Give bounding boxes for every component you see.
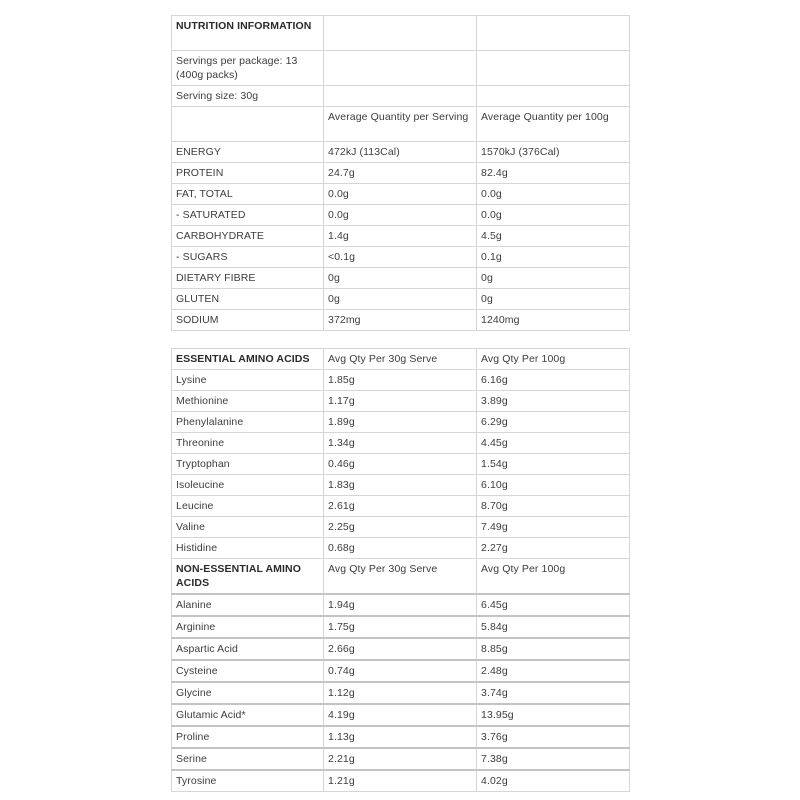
amino-acid-name: Aspartic Acid bbox=[172, 638, 324, 660]
table-row bbox=[172, 538, 630, 559]
column-header-per-100g: Avg Qty Per 100g bbox=[477, 559, 630, 595]
nutrient-name: DIETARY FIBRE bbox=[172, 268, 324, 289]
per-100g-value: 2.27g bbox=[477, 538, 630, 559]
per-serving-value: 2.21g bbox=[324, 748, 477, 770]
per-serving-value: 0g bbox=[324, 289, 477, 310]
per-serving-value: 1.17g bbox=[324, 391, 477, 412]
amino-acid-name: Serine bbox=[172, 748, 324, 770]
amino-acid-name: Valine bbox=[172, 517, 324, 538]
per-serving-value: 1.83g bbox=[324, 475, 477, 496]
column-header-per-serving: Avg Qty Per 30g Serve bbox=[324, 559, 477, 595]
column-header-row bbox=[172, 107, 630, 142]
table-row bbox=[172, 163, 630, 184]
per-serving-value: 1.75g bbox=[324, 616, 477, 638]
per-serving-value: 1.85g bbox=[324, 370, 477, 391]
per-100g-value: 5.84g bbox=[477, 616, 630, 638]
table-row bbox=[172, 454, 630, 475]
amino-acid-name: Lysine bbox=[172, 370, 324, 391]
per-100g-value: 6.16g bbox=[477, 370, 630, 391]
amino-acid-name: Isoleucine bbox=[172, 475, 324, 496]
amino-acid-name: Glutamic Acid* bbox=[172, 704, 324, 726]
table-row bbox=[172, 475, 630, 496]
table-row bbox=[172, 226, 630, 247]
amino-acid-name: Alanine bbox=[172, 594, 324, 616]
table-row bbox=[172, 594, 630, 616]
per-serving-value: 4.19g bbox=[324, 704, 477, 726]
column-header-per-100g: Average Quantity per 100g bbox=[477, 107, 630, 142]
per-100g-value: 4.02g bbox=[477, 770, 630, 792]
empty-cell bbox=[324, 86, 477, 107]
nutrient-name: - SUGARS bbox=[172, 247, 324, 268]
table-row bbox=[172, 682, 630, 704]
essential-header-row bbox=[172, 349, 630, 370]
per-serving-value: 472kJ (113Cal) bbox=[324, 142, 477, 163]
per-serving-value: 0g bbox=[324, 268, 477, 289]
per-100g-value: 1570kJ (376Cal) bbox=[477, 142, 630, 163]
table-row bbox=[172, 748, 630, 770]
per-100g-value: 3.76g bbox=[477, 726, 630, 748]
column-header-per-serving: Average Quantity per Serving bbox=[324, 107, 477, 142]
per-100g-value: 6.45g bbox=[477, 594, 630, 616]
per-100g-value: 8.70g bbox=[477, 496, 630, 517]
amino-acids-table bbox=[171, 348, 630, 792]
empty-cell bbox=[477, 16, 630, 51]
table-row bbox=[172, 517, 630, 538]
per-serving-value: 0.74g bbox=[324, 660, 477, 682]
table-row bbox=[172, 205, 630, 226]
table-row bbox=[172, 616, 630, 638]
essential-amino-acids-title: ESSENTIAL AMINO ACIDS bbox=[172, 349, 324, 370]
nutrition-title: NUTRITION INFORMATION bbox=[172, 16, 324, 51]
table-row bbox=[172, 433, 630, 454]
amino-acid-name: Leucine bbox=[172, 496, 324, 517]
non-essential-header-row bbox=[172, 559, 630, 595]
per-serving-value: 1.34g bbox=[324, 433, 477, 454]
nutrition-information-table bbox=[171, 15, 630, 331]
nutrient-name: PROTEIN bbox=[172, 163, 324, 184]
servings-per-package: Servings per package: 13 (400g packs) bbox=[172, 51, 324, 86]
nutrient-name: GLUTEN bbox=[172, 289, 324, 310]
table-row bbox=[172, 370, 630, 391]
per-serving-value: 1.13g bbox=[324, 726, 477, 748]
empty-cell bbox=[324, 16, 477, 51]
per-serving-value: 0.0g bbox=[324, 205, 477, 226]
table-row bbox=[172, 726, 630, 748]
table-row bbox=[172, 704, 630, 726]
per-100g-value: 2.48g bbox=[477, 660, 630, 682]
serving-size: Serving size: 30g bbox=[172, 86, 324, 107]
table-row bbox=[172, 391, 630, 412]
table-row bbox=[172, 268, 630, 289]
nutrient-name: SODIUM bbox=[172, 310, 324, 331]
table-row bbox=[172, 770, 630, 792]
amino-acid-name: Tryptophan bbox=[172, 454, 324, 475]
table-row bbox=[172, 412, 630, 433]
nutrient-name: - SATURATED bbox=[172, 205, 324, 226]
per-100g-value: 82.4g bbox=[477, 163, 630, 184]
empty-cell bbox=[477, 51, 630, 86]
amino-acid-name: Histidine bbox=[172, 538, 324, 559]
per-100g-value: 0g bbox=[477, 268, 630, 289]
per-serving-value: 1.12g bbox=[324, 682, 477, 704]
per-100g-value: 4.5g bbox=[477, 226, 630, 247]
per-100g-value: 6.29g bbox=[477, 412, 630, 433]
table-row bbox=[172, 660, 630, 682]
non-essential-amino-acids-title: NON-ESSENTIAL AMINO ACIDS bbox=[172, 559, 324, 595]
per-100g-value: 0.0g bbox=[477, 184, 630, 205]
per-100g-value: 1.54g bbox=[477, 454, 630, 475]
amino-acid-name: Glycine bbox=[172, 682, 324, 704]
per-serving-value: 1.89g bbox=[324, 412, 477, 433]
per-serving-value: 372mg bbox=[324, 310, 477, 331]
column-header-per-serving: Avg Qty Per 30g Serve bbox=[324, 349, 477, 370]
amino-acid-name: Arginine bbox=[172, 616, 324, 638]
amino-acid-name: Cysteine bbox=[172, 660, 324, 682]
amino-acid-name: Phenylalanine bbox=[172, 412, 324, 433]
per-serving-value: 0.0g bbox=[324, 184, 477, 205]
per-100g-value: 8.85g bbox=[477, 638, 630, 660]
amino-acid-name: Proline bbox=[172, 726, 324, 748]
table-title-row bbox=[172, 16, 630, 51]
table-row bbox=[172, 142, 630, 163]
per-100g-value: 1240mg bbox=[477, 310, 630, 331]
serving-size-row bbox=[172, 86, 630, 107]
per-serving-value: 2.66g bbox=[324, 638, 477, 660]
empty-cell bbox=[324, 51, 477, 86]
nutrient-name: CARBOHYDRATE bbox=[172, 226, 324, 247]
per-100g-value: 4.45g bbox=[477, 433, 630, 454]
per-100g-value: 0g bbox=[477, 289, 630, 310]
amino-acid-name: Tyrosine bbox=[172, 770, 324, 792]
amino-acid-name: Threonine bbox=[172, 433, 324, 454]
table-row bbox=[172, 638, 630, 660]
per-serving-value: 0.68g bbox=[324, 538, 477, 559]
table-row bbox=[172, 289, 630, 310]
per-100g-value: 7.49g bbox=[477, 517, 630, 538]
per-100g-value: 0.0g bbox=[477, 205, 630, 226]
per-serving-value: 1.4g bbox=[324, 226, 477, 247]
per-100g-value: 7.38g bbox=[477, 748, 630, 770]
empty-cell bbox=[477, 86, 630, 107]
nutrient-name: FAT, TOTAL bbox=[172, 184, 324, 205]
per-100g-value: 0.1g bbox=[477, 247, 630, 268]
per-serving-value: 0.46g bbox=[324, 454, 477, 475]
amino-acid-name: Methionine bbox=[172, 391, 324, 412]
nutrient-name: ENERGY bbox=[172, 142, 324, 163]
per-100g-value: 13.95g bbox=[477, 704, 630, 726]
column-header-nutrient bbox=[172, 107, 324, 142]
table-row bbox=[172, 310, 630, 331]
table-row bbox=[172, 247, 630, 268]
per-serving-value: 1.21g bbox=[324, 770, 477, 792]
per-100g-value: 6.10g bbox=[477, 475, 630, 496]
per-serving-value: 1.94g bbox=[324, 594, 477, 616]
column-header-per-100g: Avg Qty Per 100g bbox=[477, 349, 630, 370]
servings-per-package-row bbox=[172, 51, 630, 86]
per-100g-value: 3.89g bbox=[477, 391, 630, 412]
per-serving-value: 2.61g bbox=[324, 496, 477, 517]
table-row bbox=[172, 496, 630, 517]
table-row bbox=[172, 184, 630, 205]
per-serving-value: 2.25g bbox=[324, 517, 477, 538]
per-serving-value: <0.1g bbox=[324, 247, 477, 268]
per-100g-value: 3.74g bbox=[477, 682, 630, 704]
per-serving-value: 24.7g bbox=[324, 163, 477, 184]
